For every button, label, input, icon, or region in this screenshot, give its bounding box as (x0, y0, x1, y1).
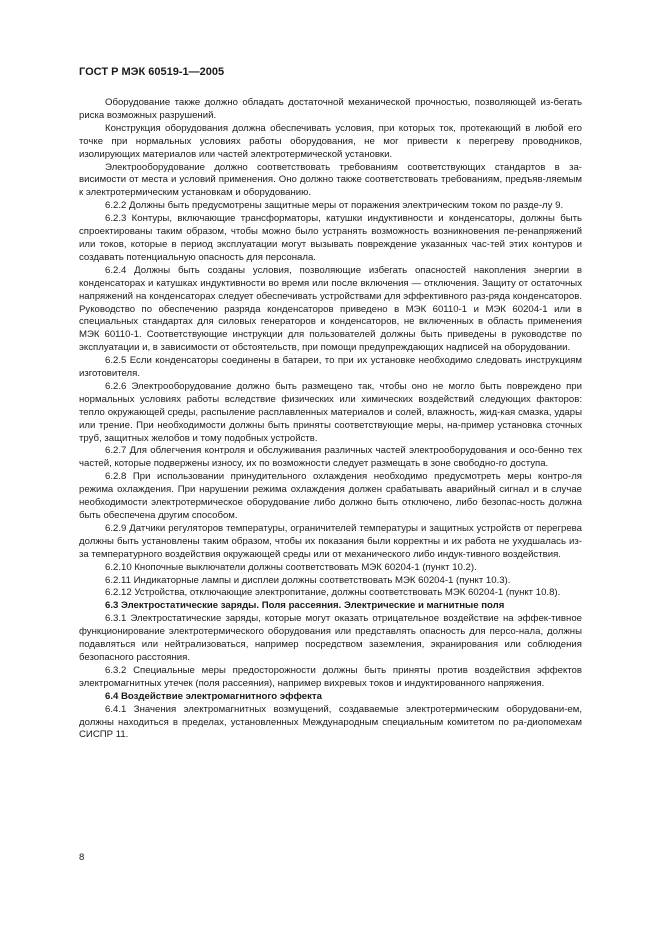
paragraph-6-2-3: 6.2.3 Контуры, включающие трансформаторы, катушки индуктивности и конденсаторы, должны быть спроектированы таким образом, чтобы можно было устранять возможность возникновения пе-ренапряжений или токов, которые в период эксплуатации могут вызывать повреждение указанных час-тей этих контуров и создавать потенциальную опасность для персонала. (79, 213, 582, 263)
paragraph: Оборудование также должно обладать достаточной механической прочностью, позволяющей из-бегать риска возможных разрушений. (79, 97, 582, 121)
section-heading-6-3: 6.3 Электростатические заряды. Поля рассеяния. Электрические и магнитные поля (105, 600, 505, 612)
paragraph-6-2-5: 6.2.5 Если конденсаторы соединены в батареи, то при их установке необходимо следовать инструкциям изготовителя. (79, 355, 582, 380)
page-number: 8 (79, 852, 85, 863)
paragraph-6-2-4: 6.2.4 Должны быть созданы условия, позволяющие избегать опасностей накопления энергии в конденсаторах и катушках индуктивности во время или после включения — отключения. Защиту от остаточных напряжений на конденсаторах следует обеспечивать устройствами для эффективного раз-ряда конденсаторов. Руководство по обеспечению разряда конденсаторов приведено в МЭК 60110-1 и МЭК 60204-1 или в специальных стандартах для силовых генераторов и конденсаторов, не включенных в область применения МЭК 60110-1. Соответствующие инструкции для пользователей должны быть приведены в руководстве по эксплуатации и, в зависимости от обстоятельств, при помощи предупреждающих надписей на оборудовании. (79, 264, 582, 354)
paragraph-6-2-8: 6.2.8 При использовании принудительного охлаждения необходимо предусмотреть меры контро-ля режима охлаждения. При нарушении режима охлаждения должен срабатывать аварийный сигнал и в случае необходимости электротермическое оборудование либо должно быть отключено, либо безопас-ность должна быть обеспечена другим способом. (79, 471, 582, 521)
paragraph-6-2-12: 6.2.12 Устройства, отключающие электропитание, должны соответствовать МЭК 60204-1 (пункт 10.8). (105, 587, 561, 599)
paragraph-6-3-1: 6.3.1 Электростатические заряды, которые могут оказать отрицательное воздействие на эффек-тивное функционирование электротермического оборудования или представлять опасность для персо-нала, должны подавляться или нейтрализоваться, например посредством заземления, экранирования или соблюдения безопасного расстояния. (79, 613, 582, 663)
document-body (79, 97, 582, 742)
paragraph-6-2-10: 6.2.10 Кнопочные выключатели должны соответствовать МЭК 60204-1 (пункт 10.2). (105, 561, 477, 573)
paragraph-6-4-1: 6.4.1 Значения электромагнитных возмущений, создаваемые электротермическим оборудовани-ем, должны находиться в пределах, установленных Международным специальным комитетом по ра-диопомехам СИСПР 11. (79, 703, 582, 741)
paragraph-6-2-6: 6.2.6 Электрооборудование должно быть размещено так, чтобы оно не могло быть повреждено при нормальных условиях работы вследствие физических или химических воздействий следующих факторов: тепло окружающей среды, распыление расплавленных материалов и солей, влажность, жид-кая смазка, удары или трение. При необходимости должны быть приняты соответствующие меры, на-пример установка сточных труб, защитных желобов и тому подобных устройств. (79, 380, 582, 444)
paragraph-6-2-7: 6.2.7 Для облегчения контроля и обслуживания различных частей электрооборудования и осо-бенно тех частей, которые подвержены износу, их по возможности следует размещать в зоне свободно-го доступа. (79, 445, 582, 470)
paragraph-6-2-9: 6.2.9 Датчики регуляторов температуры, ограничителей температуры и защитных устройств от перегрева должны быть установлены таким образом, чтобы их показания были корректны и их работа не ухудшалась из-за температурного воздействия окружающей среды или от механического либо индук-тивного воздействия. (79, 522, 582, 560)
paragraph: Конструкция оборудования должна обеспечивать условия, при которых ток, протекающий в любой его точке при нормальных условиях работы оборудования, не мог привести к перегреву проводников, изолирующих материалов или частей электротермической установки. (79, 122, 582, 160)
paragraph-6-2-11: 6.2.11 Индикаторные лампы и дисплеи должны соответствовать МЭК 60204-1 (пункт 10.3). (105, 574, 511, 586)
section-heading-6-4: 6.4 Воздействие электромагнитного эффекта (105, 690, 322, 702)
document-header: ГОСТ Р МЭК 60519-1—2005 (79, 66, 225, 78)
paragraph: Электрооборудование должно соответствовать требованиям соответствующих стандартов в за-висимости от места и условий применения. Оно должно также соответствовать требованиям, предъяв-ляемым к электротермическим установкам и оборудованию. (79, 161, 582, 199)
paragraph-6-3-2: 6.3.2 Специальные меры предосторожности должны быть приняты против воздействия эффектов электромагнитных утечек (поля рассеяния), например вихревых токов и индуктированного напряжения. (79, 664, 582, 689)
paragraph-6-2-2: 6.2.2 Должны быть предусмотрены защитные меры от поражения электрическим током по разде-лу 9. (105, 200, 564, 212)
